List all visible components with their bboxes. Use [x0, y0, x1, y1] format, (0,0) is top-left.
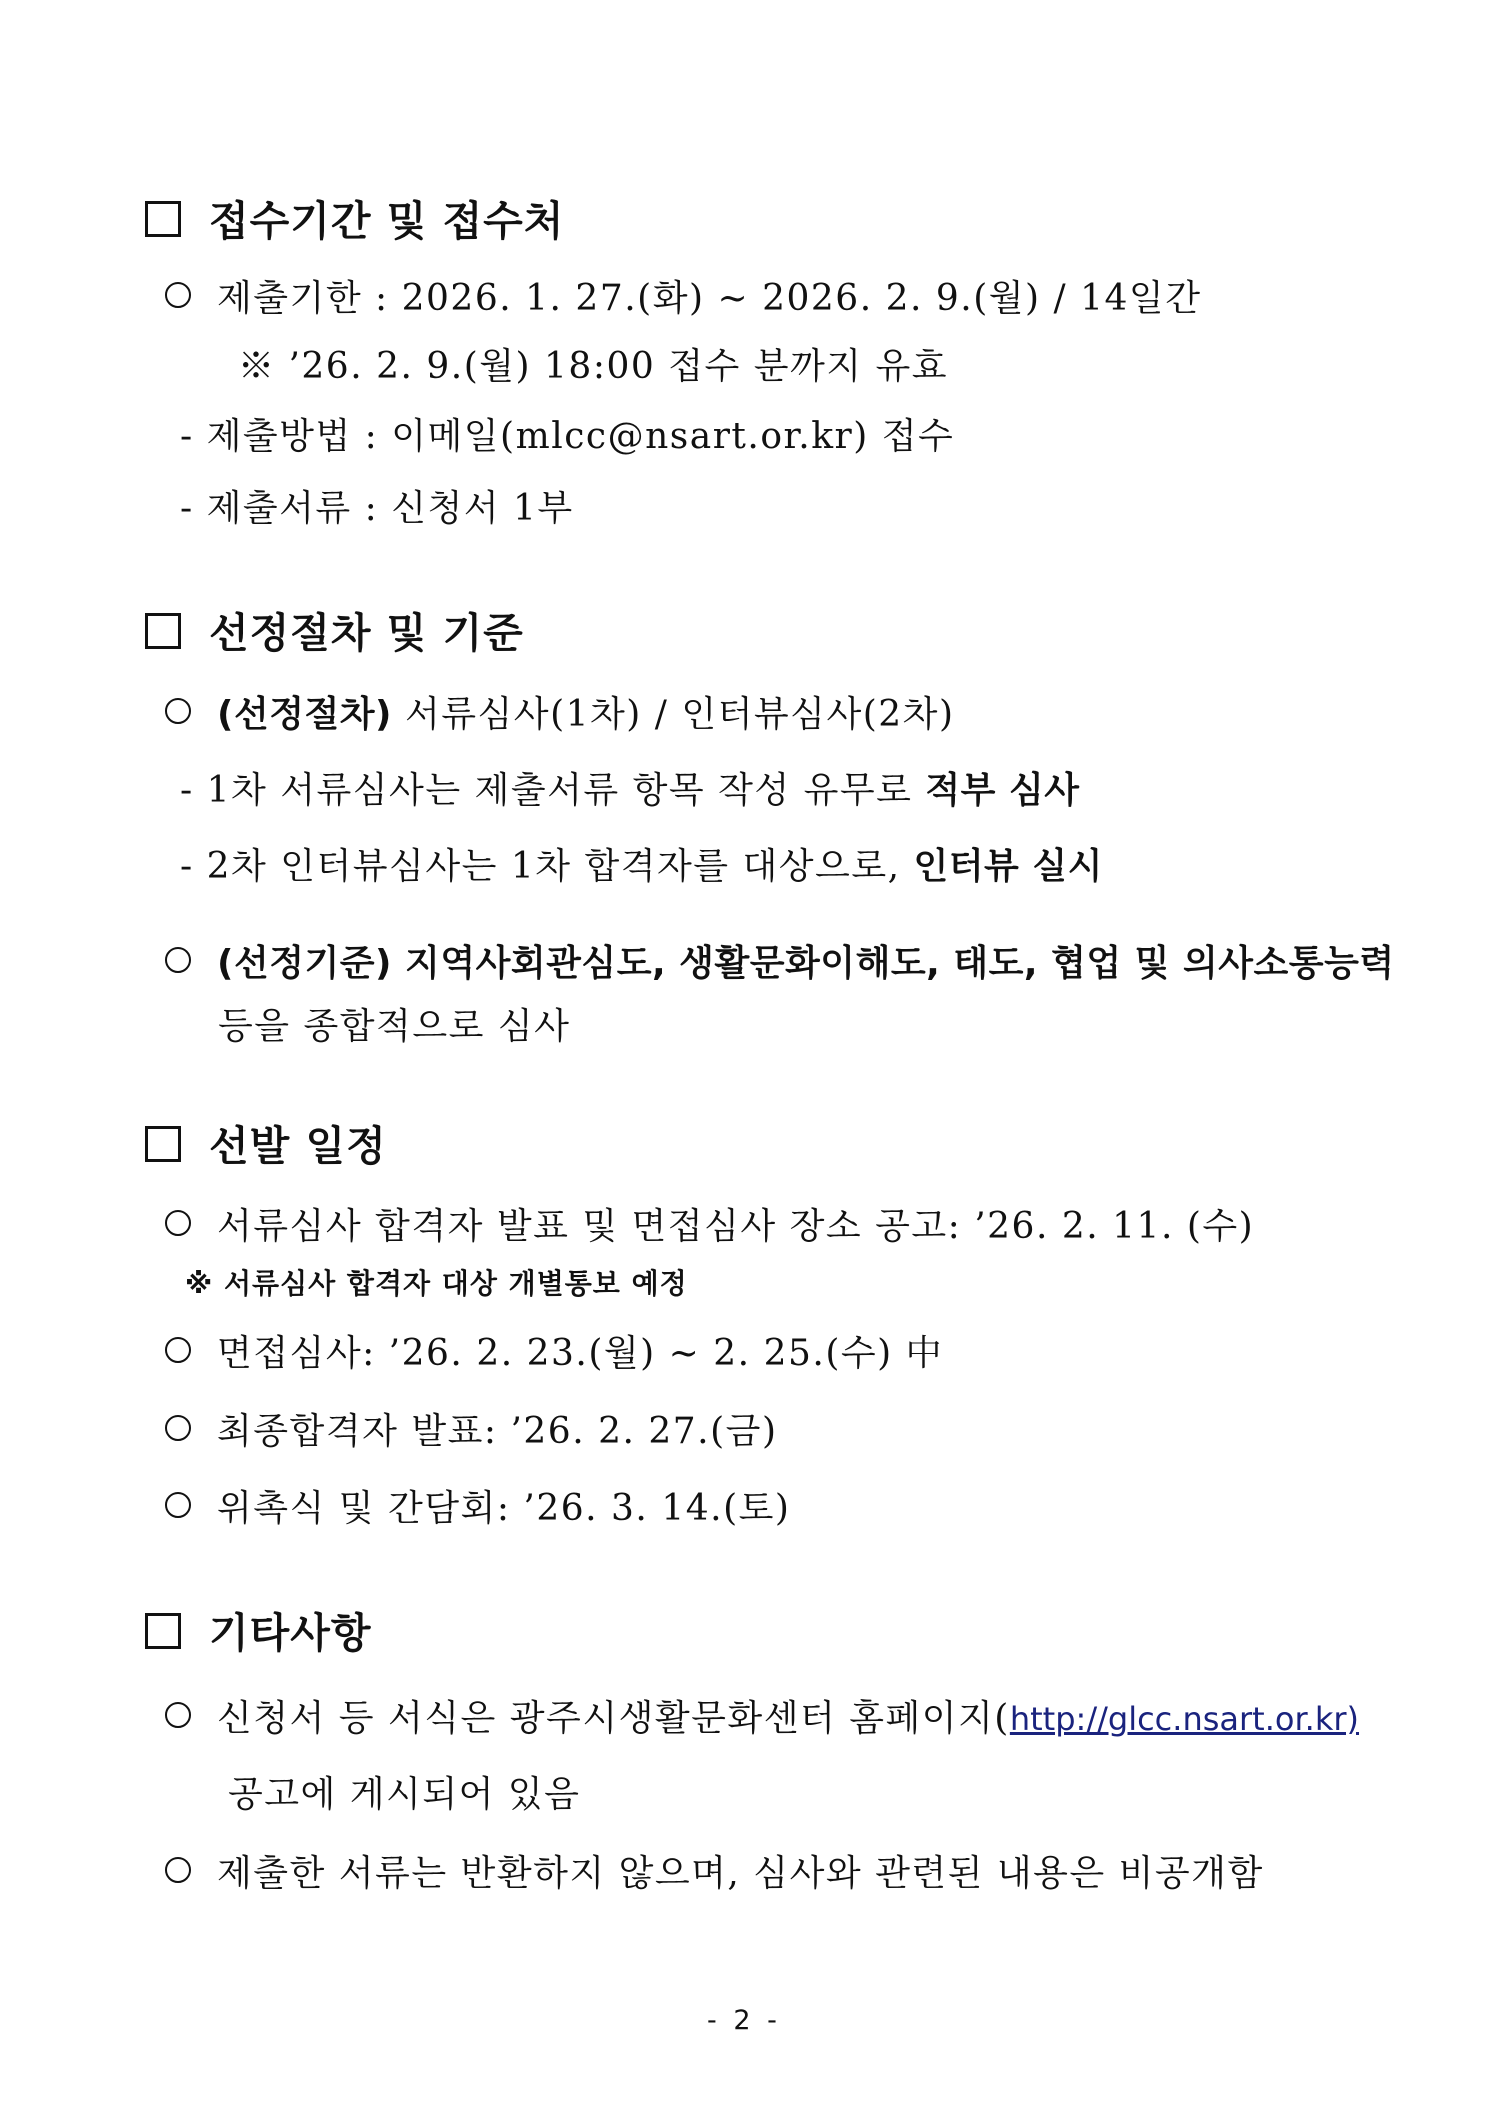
interview-line: [165, 1325, 943, 1376]
deadline-note: ※ ’26. 2. 9.(월) 18:00 접수 분까지 유효: [238, 346, 949, 387]
first-review-line: [180, 762, 1080, 813]
return-text: 제출한 서류는 반환하지 않으며, 심사와 관련된 내용은 비공개함: [217, 1853, 1264, 1894]
return-line: [165, 1845, 1264, 1896]
checkbox-square-icon: [145, 1126, 181, 1162]
submission-documents: - 제출서류 : 신청서 1부: [180, 488, 574, 529]
doc-result-note: ※ 서류심사 합격자 대상 개별통보 예정: [185, 1267, 688, 1300]
forms-text: 신청서 등 서식은 광주시생활문화센터 홈페이지(: [217, 1698, 1010, 1739]
circle-bullet-icon: [165, 1702, 191, 1728]
doc-result-line: [165, 1198, 1254, 1249]
procedure-text: 서류심사(1차) / 인터뷰심사(2차): [392, 694, 955, 735]
section-title: 선정절차 및 기준: [209, 609, 524, 657]
submission-method: - 제출방법 : 이메일(mlcc@nsart.or.kr) 접수: [180, 416, 955, 457]
checkbox-square-icon: [145, 613, 181, 649]
final-result-text: 최종합격자 발표: ’26. 2. 27.(금): [217, 1411, 778, 1452]
page-number: - 2 -: [707, 2005, 781, 2036]
procedure-label: (선정절차): [217, 694, 393, 735]
circle-bullet-icon: [165, 698, 191, 724]
circle-bullet-icon: [165, 1857, 191, 1883]
section-title: 선발 일정: [209, 1122, 387, 1170]
second-review-text: - 2차 인터뷰심사는 1차 합격자를 대상으로,: [180, 846, 914, 887]
checkbox-square-icon: [145, 1613, 181, 1649]
section-title: 접수기간 및 접수처: [209, 197, 565, 245]
criteria-continuation: 등을 종합적으로 심사: [218, 1006, 571, 1047]
interview-text: 면접심사: ’26. 2. 23.(월) ~ 2. 25.(수) 中: [217, 1333, 944, 1374]
section-title: 기타사항: [209, 1609, 372, 1657]
forms-line: [165, 1690, 1359, 1741]
deadline-line: [165, 270, 1201, 321]
second-review-line: [180, 838, 1103, 889]
circle-bullet-icon: [165, 947, 191, 973]
section-heading-reception: [145, 188, 564, 247]
procedure-line: [165, 686, 955, 737]
circle-bullet-icon: [165, 1337, 191, 1363]
first-review-emphasis: 적부 심사: [925, 770, 1080, 811]
checkbox-square-icon: [145, 201, 181, 237]
homepage-link[interactable]: http://glcc.nsart.or.kr): [1009, 1700, 1360, 1738]
circle-bullet-icon: [165, 282, 191, 308]
section-heading-other: [145, 1600, 371, 1659]
doc-result-text: 서류심사 합격자 발표 및 면접심사 장소 공고: ’26. 2. 11. (수): [217, 1206, 1255, 1247]
circle-bullet-icon: [165, 1210, 191, 1236]
circle-bullet-icon: [165, 1415, 191, 1441]
deadline-text: 제출기한 : 2026. 1. 27.(화) ~ 2026. 2. 9.(월) / 14일간: [217, 278, 1202, 319]
final-result-line: [165, 1403, 778, 1454]
second-review-emphasis: 인터뷰 실시: [913, 846, 1103, 887]
circle-bullet-icon: [165, 1492, 191, 1518]
forms-continuation: 공고에 게시되어 있음: [228, 1774, 581, 1815]
section-heading-schedule: [145, 1113, 387, 1172]
ceremony-text: 위촉식 및 간담회: ’26. 3. 14.(토): [217, 1488, 791, 1529]
section-heading-selection: [145, 600, 524, 659]
criteria-line: [165, 935, 1395, 986]
first-review-text: - 1차 서류심사는 제출서류 항목 작성 유무로: [180, 770, 926, 811]
ceremony-line: [165, 1480, 790, 1531]
criteria-text: (선정기준) 지역사회관심도, 생활문화이해도, 태도, 협업 및 의사소통능력: [217, 943, 1395, 984]
